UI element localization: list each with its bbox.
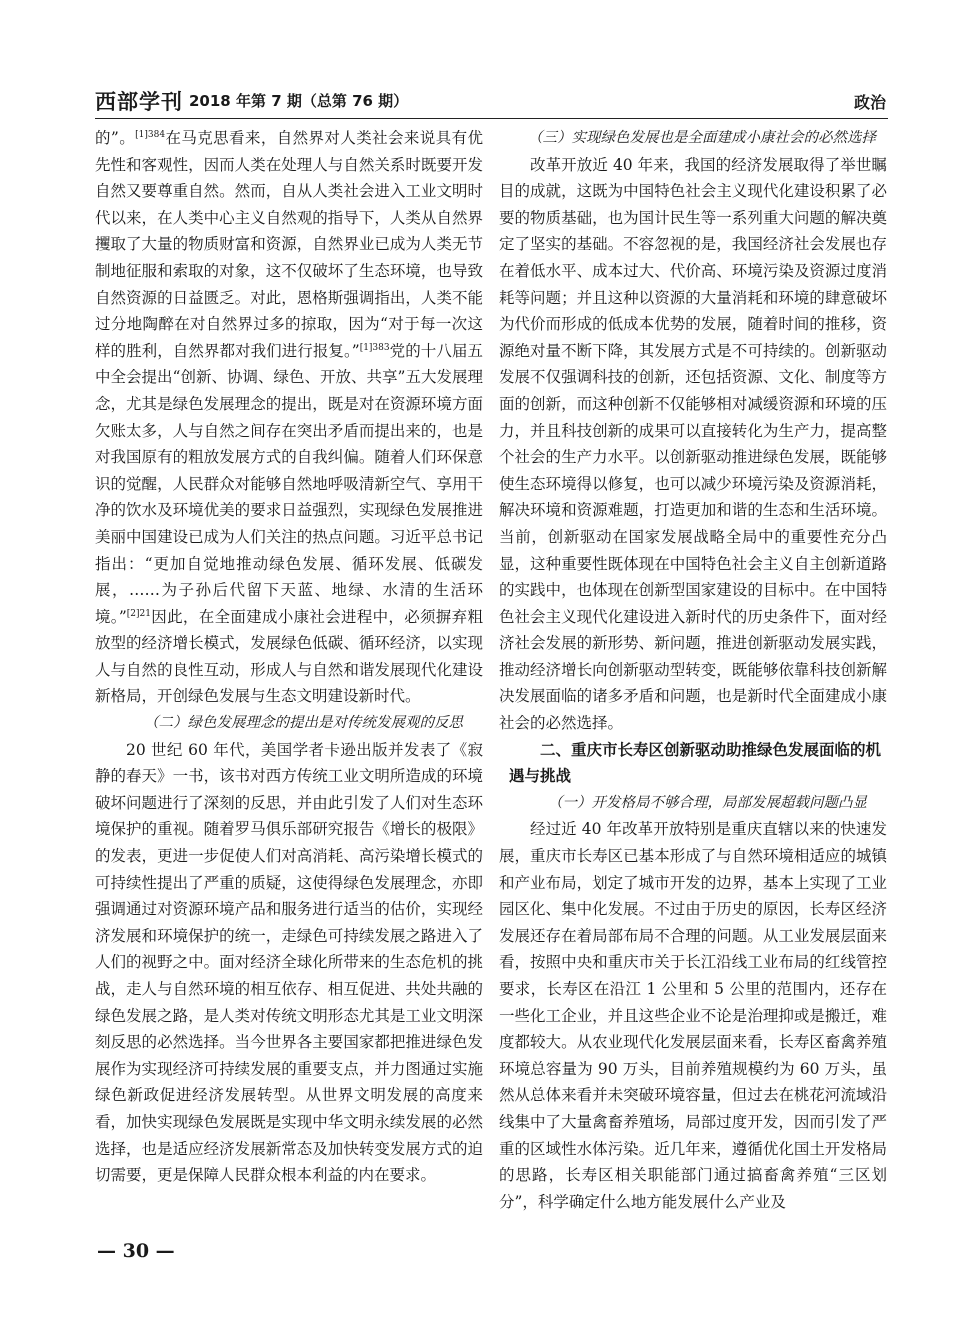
issue-info: 2018 年第 7 期（总第 76 期）	[189, 92, 409, 110]
section-label: 政治	[853, 93, 886, 112]
journal-logo: 西部学刊	[95, 89, 183, 114]
body-paragraph: 20 世纪 60 年代，美国学者卡逊出版并发表了《寂静的春天》一书，该书对西方传统工业文明所造成的环境破坏问题进行了深刻的反思，并由此引发了人们对生态环境保护的重视。随着罗马俱乐部研究报告《增长的极限》的发表，更进一步促使人们对高消耗、高污染增长模式的可持续性提出了严重的质疑，这使得绿色发展理念，亦即强调通过对资源环境产品和服务进行适当的估价，实现经济发展和环境保护的统一，走绿色可持续发展之路进入了人们的视野之中。面对经济全球化所带来的生态危机的挑战，走人与自然环境的相互依存、相互促进、共处共融的绿色发展之路，是人类对传统文明形态尤其是工业文明深刻反思的必然选择。当今世界各主要国家都把推进绿色发展作为实现经济可持续发展的重要支点，并力图通过实施绿色新政促进经济发展转型。从世界文明发展的高度来看，加快实现绿色发展既是实现中华文明永续发展的必然选择，也是适应经济发展新常态及加快转变发展方式的迫切需要，更是保障人民群众根本利益的内在要求。	[95, 740, 483, 1185]
body-paragraph: 经过近 40 年改革开放特别是重庆直辖以来的快速发展，重庆市长寿区已基本形成了与自然环境相适应的城镇和产业布局，划定了城市开发的边界，基本上实现了工业园区化、集中化发展。不过由于历史的原因，长寿区经济发展还存在着局部布局不合理的问题。从工业发展层面来看，按照中央和重庆市关于长江沿线工业布局的红线管控要求，长寿区在沿江 1 公里和 5 公里的范围内，还存在一些化工企业，并且这些企业不论是治理抑或是搬迁，难度都较大。从农业现代化发展层面来看，长寿区畜禽养殖环境总容量为 90 万头，目前养殖规模约为 60 万头，虽然从总体来看并未突破环境容量，但过去在桃花河流域沿线集中了大量禽畜养殖场，局部过度开发，因而引发了严重的区域性水体污染。近几年来，遵循优化国土开发格局的思路，长寿区相关职能部门通过搞畜禽养殖“三区划分”，科学确定什么地方能发展什么产业及	[499, 820, 887, 1211]
citation-ref: [1]383	[359, 342, 390, 353]
page-number: — 30 —	[97, 1240, 175, 1262]
running-header	[95, 80, 888, 119]
section-heading: 二、重庆市长寿区创新驱动助推绿色发展面临的机遇与挑战	[509, 740, 882, 786]
citation-ref: [1]384	[135, 129, 166, 140]
subsection-heading: （二）绿色发展理念的提出是对传统发展观的反思	[144, 715, 463, 732]
citation-ref: [2]21	[126, 608, 151, 619]
left-column	[95, 125, 483, 1189]
subsection-heading: （一）开发格局不够合理，局部发展超载问题凸显	[548, 794, 867, 811]
body-paragraph: 改革开放近 40 年来，我国的经济发展取得了举世瞩目的成就，这既为中国特色社会主义现代化建设积累了必要的物质基础，也为国计民生等一系列重大问题的解决奠定了坚实的基础。不容忽视的是，我国经济社会发展也存在着低水平、成本过大、代价高、环境污染及资源过度消耗等问题；并且这种以资源的大量消耗和环境的肆意破坏为代价而形成的低成本优势的发展，随着时间的推移，资源绝对量不断下降，其发展方式是不可持续的。创新驱动发展不仅强调科技的创新，还包括资源、文化、制度等方面的创新，而这种创新不仅能够相对减缓资源和环境的压力，并且科技创新的成果可以直接转化为生产力，提高整个社会的生产力水平。以创新驱动推进绿色发展，既能够使生态环境得以修复，也可以减少环境污染及资源消耗，解决环境和资源难题，打造更加和谐的生态和生活环境。当前，创新驱动在国家发展战略全局中的重要性充分凸显，这种重要性既体现在中国特色社会主义自主创新道路的实践中，也体现在创新型国家建设的目标中。在中国特色社会主义现代化建设进入新时代的历史条件下，面对经济社会发展的新形势、新问题，推进创新驱动发展实践，推动经济增长向创新驱动型转变，既能够依靠科技创新解决发展面临的诸多矛盾和问题，也是新时代全面建成小康社会的必然选择。	[499, 155, 887, 733]
body-paragraph: 的”。$^{[1]384}$在马克思看来，自然界对人类社会来说具有优先性和客观性，因而人类在处理人与自然关系时既要开发自然又要尊重自然。然而，自从人类社会进入工业文明时代以来，在人类中心主义自然观的指导下，人类从自然界攫取了大量的物质财富和资源，自然界业已成为人类无节制地征服和索取的对象，这不仅破坏了生态环境，也导致自然资源的日益匮乏。对此，恩格斯强调指出，人类不能过分地陶醉在对自然界过多的掠取，因为“对于每一次这样的胜利，自然界都对我们进行报复。”$^{[1]383}$党的十八届五中全会提出“创新、协调、绿色、开放、共享”五大发展理念，尤其是绿色发展理念的提出，既是对在资源环境方面欠账太多，人与自然之间存在突出矛盾而提出来的，也是对我国原有的粗放发展方式的自我纠偏。随着人们环保意识的觉醒，人民群众对能够自然地呼吸清新空气、享用干净的饮水及环境优美的要求日益强烈，实现绿色发展推进美丽中国建设已成为人们关注的热点问题。习近平总书记指出：“更加自觉地推动绿色发展、循环发展、低碳发展，……为子孙后代留下天蓝、地绿、水清的生活环境。”$^{[2]21}$因此，在全面建成小康社会进程中，必须摒弃粗放型的经济增长模式，发展绿色低碳、循环经济，以实现人与自然的良性互动，形成人与自然和谐发展现代化建设新格局，开创绿色发展与生态文明建设新时代。	[95, 129, 483, 706]
subsection-heading: （三）实现绿色发展也是全面建成小康社会的必然选择	[528, 130, 876, 146]
right-column	[499, 125, 887, 1215]
